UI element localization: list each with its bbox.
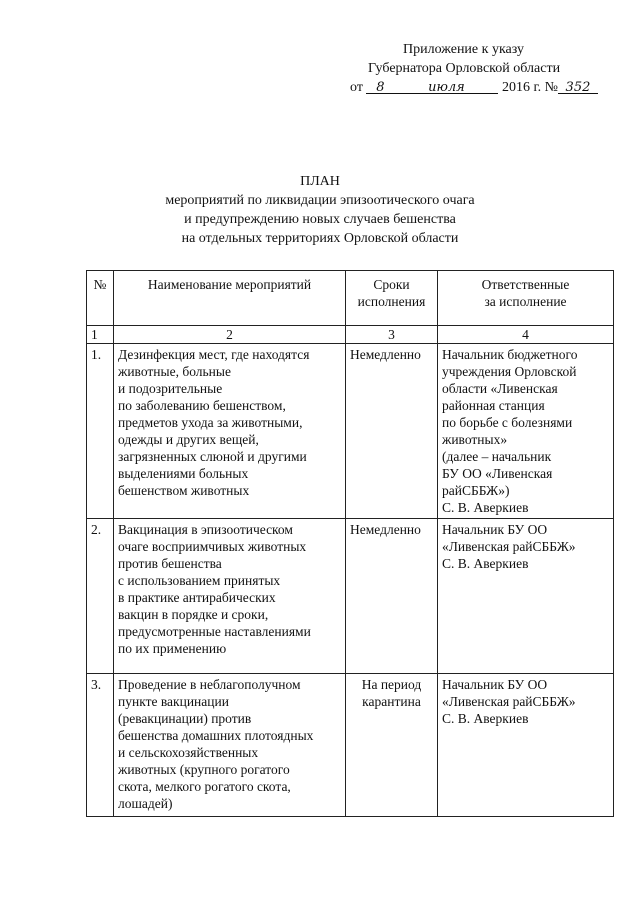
date-month-field [394, 78, 498, 94]
row-term: Немедленно [346, 344, 438, 519]
header-term: Сроки исполнения [346, 271, 438, 326]
doc-number-field [558, 78, 598, 94]
table-row [87, 519, 614, 674]
row-measure: Проведение в неблагополучном пункте вакцинации (ревакцинации) против бешенства домашних плотоядных и сельскохозяйственных животных (крупного рогатого скота, мелкого рогатого скота, лошадей) [114, 674, 346, 817]
column-number: 1 [87, 326, 114, 344]
appendix-date-line [350, 78, 610, 97]
row-responsible: Начальник БУ ОО «Ливенская райСББЖ» С. В. Аверкиев [438, 674, 614, 817]
table-row [87, 344, 614, 519]
document-title [130, 172, 510, 248]
row-number: 1. [87, 344, 114, 519]
title-heading: ПЛАН [300, 174, 340, 189]
appendix-line-2: Губернатора Орловской области [368, 61, 561, 76]
row-number: 3. [87, 674, 114, 817]
row-number: 2. [87, 519, 114, 674]
doc-number: 352 [565, 80, 591, 95]
table-header-row [87, 271, 614, 326]
row-responsible: Начальник БУ ОО «Ливенская райСББЖ» С. В. Аверкиев [438, 519, 614, 674]
plan-table [86, 270, 614, 817]
header-responsible: Ответственные за исполнение [438, 271, 614, 326]
table-row [87, 674, 614, 817]
row-measure: Дезинфекция мест, где находятся животные, больные и подозрительные по заболеванию бешенством, предметов ухода за животными, одежды и других вещей, загрязненных слюной и другими выделениями больных бешенством животных [114, 344, 346, 519]
date-day-field [366, 78, 394, 94]
column-number: 4 [438, 326, 614, 344]
header-no: № [87, 271, 114, 326]
date-day: 8 [376, 80, 385, 95]
row-term: Немедленно [346, 519, 438, 674]
title-subtitle: мероприятий по ликвидации эпизоотического очага и предупреждению новых случаев бешенства на отдельных территориях Орловской области [165, 193, 475, 246]
column-number: 3 [346, 326, 438, 344]
column-numbers-row [87, 326, 614, 344]
row-term: На период карантина [346, 674, 438, 817]
appendix-header [350, 40, 610, 97]
header-name: Наименование мероприятий [114, 271, 346, 326]
row-measure: Вакцинация в эпизоотическом очаге восприимчивых животных против бешенства с использованием принятых в практике антирабических вакцин в порядке и сроки, предусмотренные наставлениями по их применению [114, 519, 346, 674]
date-prefix: от [350, 80, 363, 95]
date-month: июля [428, 80, 465, 95]
column-number: 2 [114, 326, 346, 344]
date-year-text: 2016 г. № [501, 80, 558, 95]
appendix-line-1: Приложение к указу [403, 42, 524, 57]
row-responsible: Начальник бюджетного учреждения Орловской области «Ливенская районная станция по борьбе с болезнями животных» (далее – начальник БУ ОО «Ливенская райСББЖ») С. В. Аверкиев [438, 344, 614, 519]
